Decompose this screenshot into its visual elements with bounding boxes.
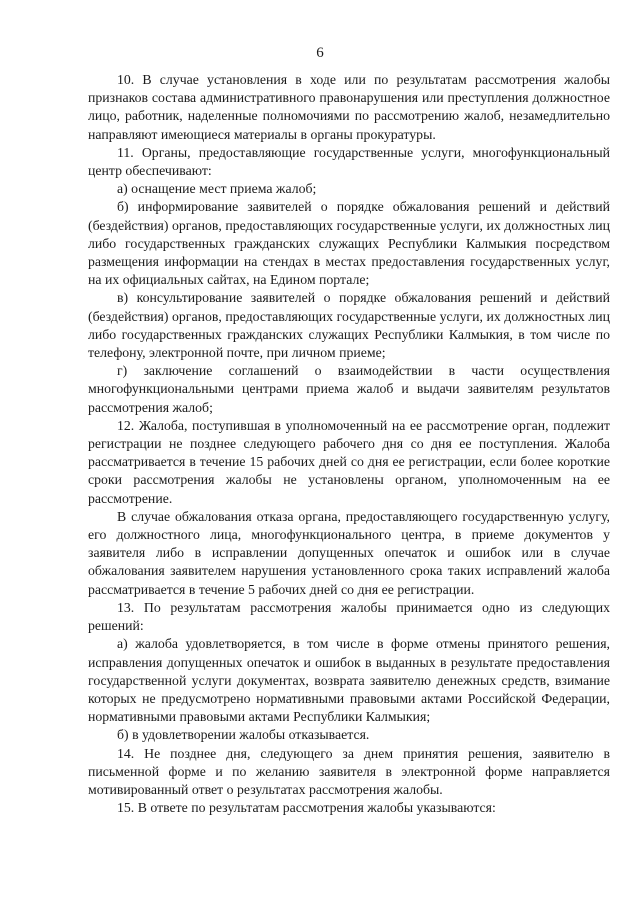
- document-body: [88, 71, 610, 817]
- paragraph-10: 10. В случае установления в ходе или по результатам рассмотрения жалобы признаков состава административного правонарушения или преступления должностное лицо, работник, наделенные полномочиями по рассмотрению жалоб, незамедлительно направляют имеющиеся материалы в органы прокуратуры.: [88, 72, 610, 142]
- paragraph-11-g: г) заключение соглашений о взаимодействии в части осуществления многофункциональными центрами приема жалоб и выдачи заявителям результатов рассмотрения жалоб;: [88, 363, 610, 415]
- paragraph-15: 15. В ответе по результатам рассмотрения жалобы указываются:: [117, 800, 496, 816]
- paragraph-11: 11. Органы, предоставляющие государственные услуги, многофункциональный центр обеспечивают:: [88, 144, 610, 179]
- paragraph-13-a: а) жалоба удовлетворяется, в том числе в форме отмены принятого решения, исправления допущенных опечаток и ошибок в выданных в результате предоставления государственной услуги документах, возврата заявителю денежных средств, взимание которых не предусмотрено нормативными правовыми актами Российской Федерации, нормативными правовыми актами Республики Калмыкия;: [88, 636, 610, 725]
- paragraph-13-b: б) в удовлетворении жалобы отказывается.: [117, 727, 370, 743]
- paragraph-11-v: в) консультирование заявителей о порядке обжалования решений и действий (бездействия) органов, предоставляющих государственные услуги, их должностных лиц либо государственных гражданских служащих Республики Калмыкия, в том числе по телефону, электронной почте, при личном приеме;: [88, 290, 610, 361]
- paragraph-12: 12. Жалоба, поступившая в уполномоченный на ее рассмотрение орган, подлежит регистрации не позднее следующего рабочего дня со дня ее поступления. Жалоба рассматривается в течение 15 рабочих дней со дня ее регистрации, если более короткие сроки рассмотрения жалобы не установлены органом, уполномоченным на ее рассмотрение.: [88, 417, 610, 506]
- paragraph-14: 14. Не позднее дня, следующего за днем принятия решения, заявителю в письменной форме и по желанию заявителя в электронной форме направляется мотивированный ответ о результатах рассмотрения жалобы.: [88, 745, 610, 797]
- paragraph-11-b: б) информирование заявителей о порядке обжалования решений и действий (бездействия) органов, предоставляющих государственные услуги, их должностных лиц либо государственных гражданских служащих Республики Калмыкия посредством размещения информации на стендах в местах предоставления государственных услуг, на их официальных сайтах, на Едином портале;: [88, 199, 610, 288]
- paragraph-12-appeal: В случае обжалования отказа органа, предоставляющего государственную услугу, его должностного лица, многофункционального центра, в приеме документов у заявителя либо в исправлении допущенных опечаток и ошибок или в случае обжалования заявителем нарушения установленного срока таких исправлений жалоба рассматривается в течение 5 рабочих дней со дня ее регистрации.: [88, 508, 610, 597]
- page-number: 6: [316, 45, 324, 61]
- paragraph-13: 13. По результатам рассмотрения жалобы принимается одно из следующих решений:: [88, 599, 610, 634]
- paragraph-11-a: а) оснащение мест приема жалоб;: [117, 181, 317, 197]
